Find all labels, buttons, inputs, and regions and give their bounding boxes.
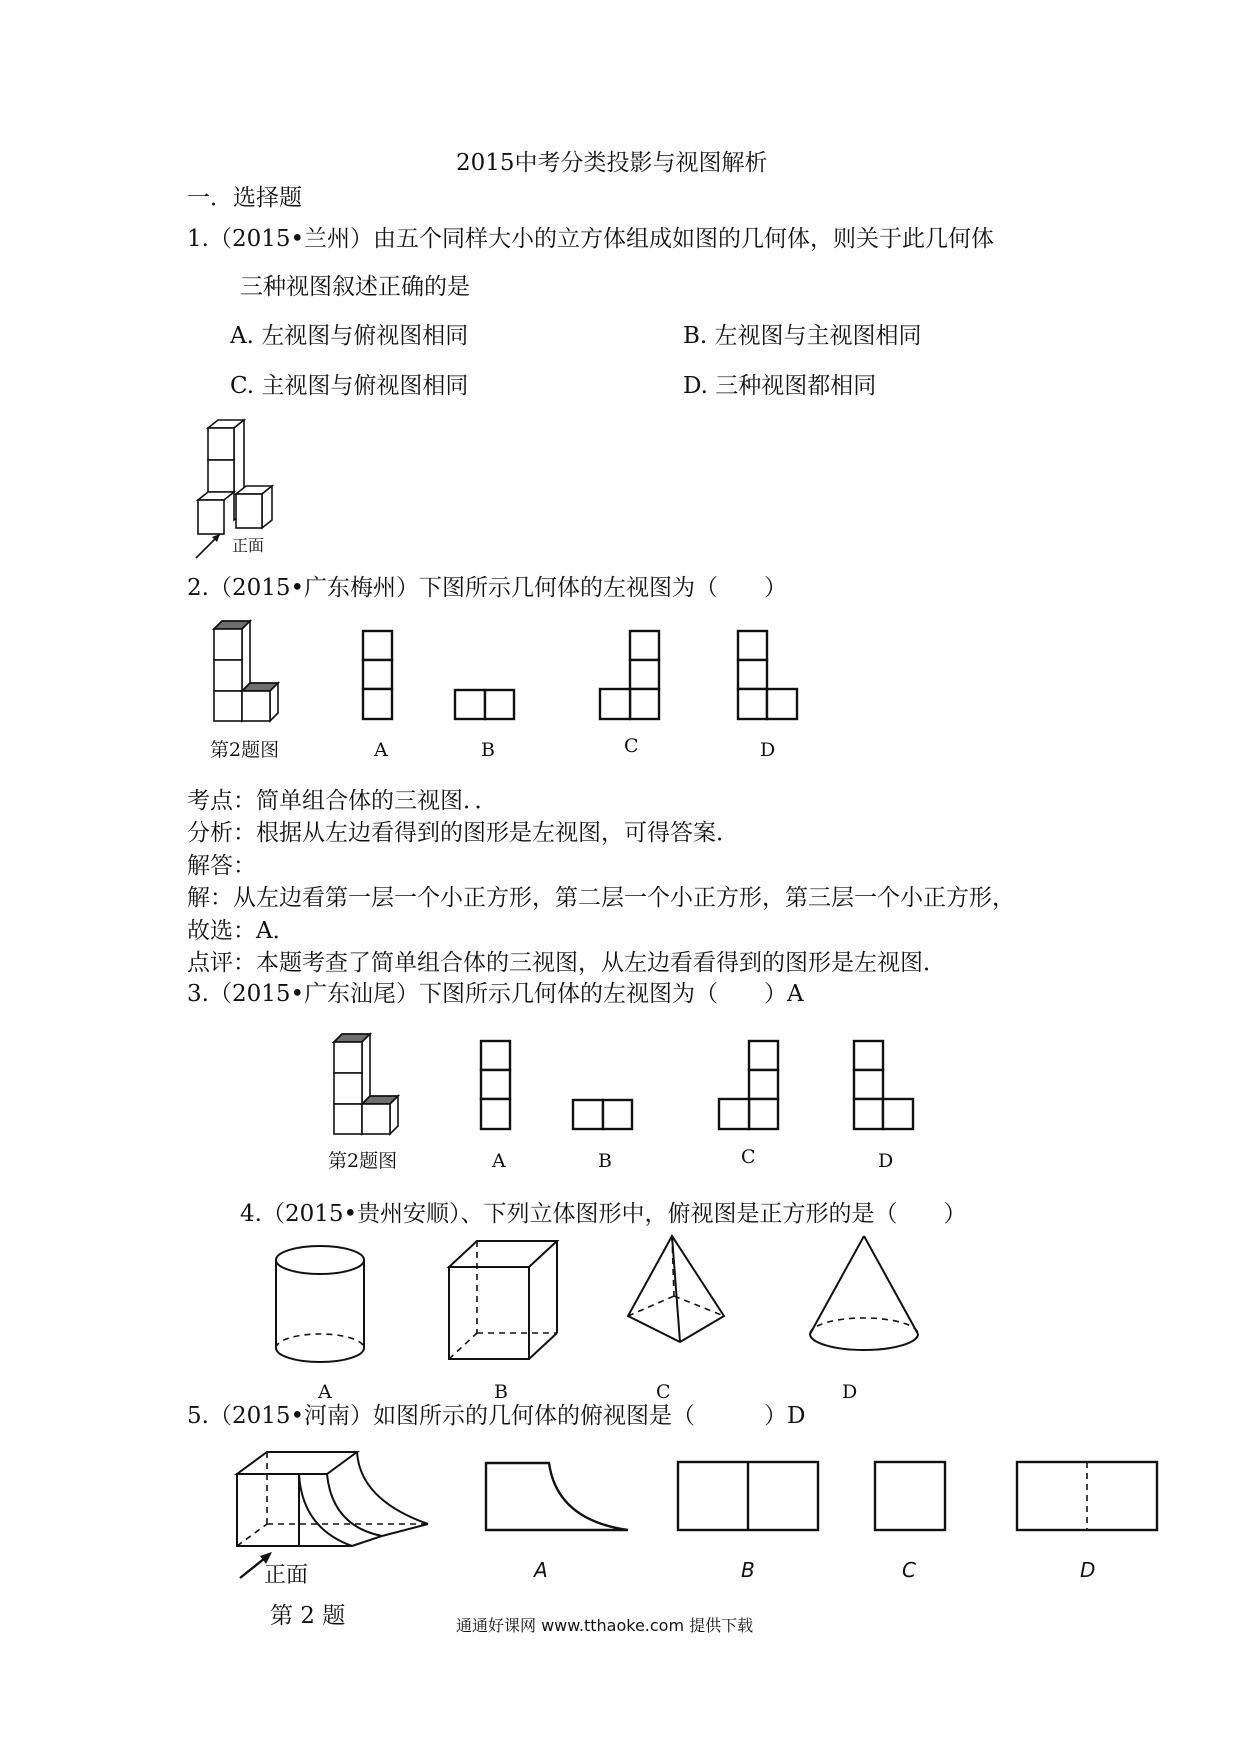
q2-option-c-figure	[599, 630, 661, 722]
q1-stem-line2: 三种视图叙述正确的是	[240, 274, 470, 300]
q5-option-a-figure	[483, 1460, 631, 1534]
section-heading: 一．选择题	[187, 185, 302, 211]
q3-stem: 3.（2015•广东汕尾）下图所示几何体的左视图为（ ）A	[187, 981, 804, 1007]
q3-solid-figure	[330, 1030, 410, 1135]
q5-option-b-figure	[676, 1460, 820, 1534]
q3-label-a: A	[492, 1150, 506, 1172]
q2-fenxi: 分析：根据从左边看得到的图形是左视图，可得答案．	[187, 820, 739, 846]
q3-option-a-figure	[480, 1040, 512, 1132]
q3-figure-caption: 第2题图	[328, 1150, 398, 1172]
q4-label-b: B	[494, 1381, 508, 1403]
q5-label-a: A	[534, 1558, 548, 1582]
q4-stem: 4.（2015•贵州安顺）、下列立体图形中，俯视图是正方形的是（ ）	[240, 1201, 967, 1227]
q2-dianping: 点评：本题考查了简单组合体的三视图，从左边看看得到的图形是左视图．	[187, 950, 946, 976]
q2-label-b: B	[481, 739, 495, 761]
q5-solid-figure	[232, 1446, 432, 1584]
q1-option-a: A. 左视图与俯视图相同	[230, 323, 469, 349]
q4-label-a: A	[318, 1381, 332, 1403]
page-footer: 通通好课网 www.tthaoke.com 提供下载	[456, 1616, 754, 1635]
q5-option-c-figure	[873, 1460, 947, 1534]
q5-option-d-figure	[1015, 1460, 1159, 1534]
q2-label-c: C	[624, 735, 639, 757]
page-title: 2015中考分类投影与视图解析	[456, 150, 768, 176]
q2-label-d: D	[760, 739, 776, 761]
q3-option-b-figure	[572, 1099, 634, 1131]
q5-figure-caption: 第 2 题	[270, 1603, 346, 1629]
q2-jieda: 解答：	[187, 853, 256, 879]
q1-stem-line1: 1.（2015•兰州）由五个同样大小的立方体组成如图的几何体，则关于此几何体	[187, 226, 995, 252]
q2-option-b-figure	[454, 689, 516, 721]
q3-label-c: C	[741, 1146, 756, 1168]
q2-option-d-figure	[737, 630, 799, 722]
q3-label-d: D	[878, 1150, 894, 1172]
q4-label-c: C	[656, 1381, 671, 1403]
q5-front-label: 正面	[264, 1563, 309, 1588]
q1-option-b: B. 左视图与主视图相同	[683, 323, 922, 349]
q4-cube-figure	[445, 1237, 565, 1367]
q2-solid-figure	[210, 617, 290, 722]
q5-label-d: D	[1080, 1558, 1096, 1582]
q3-option-c-figure	[718, 1040, 780, 1132]
q3-label-b: B	[598, 1150, 612, 1172]
q2-stem: 2.（2015•广东梅州）下图所示几何体的左视图为（ ）	[187, 575, 788, 601]
q5-label-b: B	[741, 1558, 755, 1582]
q2-option-a-figure	[362, 630, 394, 722]
q5-label-c: C	[902, 1558, 916, 1582]
q4-label-d: D	[842, 1381, 858, 1403]
q2-kaodian: 考点：简单组合体的三视图．．	[187, 788, 498, 814]
q4-pyramid-figure	[624, 1232, 728, 1362]
q2-label-a: A	[374, 739, 388, 761]
q2-jie: 解：从左边看第一层一个小正方形，第二层一个小正方形，第三层一个小正方形，	[187, 885, 1015, 911]
q5-stem: 5.（2015•河南）如图所示的几何体的俯视图是（ ）D	[187, 1403, 806, 1429]
q2-guxuan: 故选：A．	[187, 918, 296, 944]
q1-option-d: D. 三种视图都相同	[683, 373, 877, 399]
q4-cylinder-figure	[268, 1240, 372, 1370]
q4-cone-figure	[804, 1232, 924, 1362]
q3-option-d-figure	[853, 1040, 915, 1132]
q2-figure-caption: 第2题图	[210, 739, 280, 761]
q1-front-label: 正面	[232, 536, 265, 555]
q1-option-c: C. 主视图与俯视图相同	[230, 373, 469, 399]
